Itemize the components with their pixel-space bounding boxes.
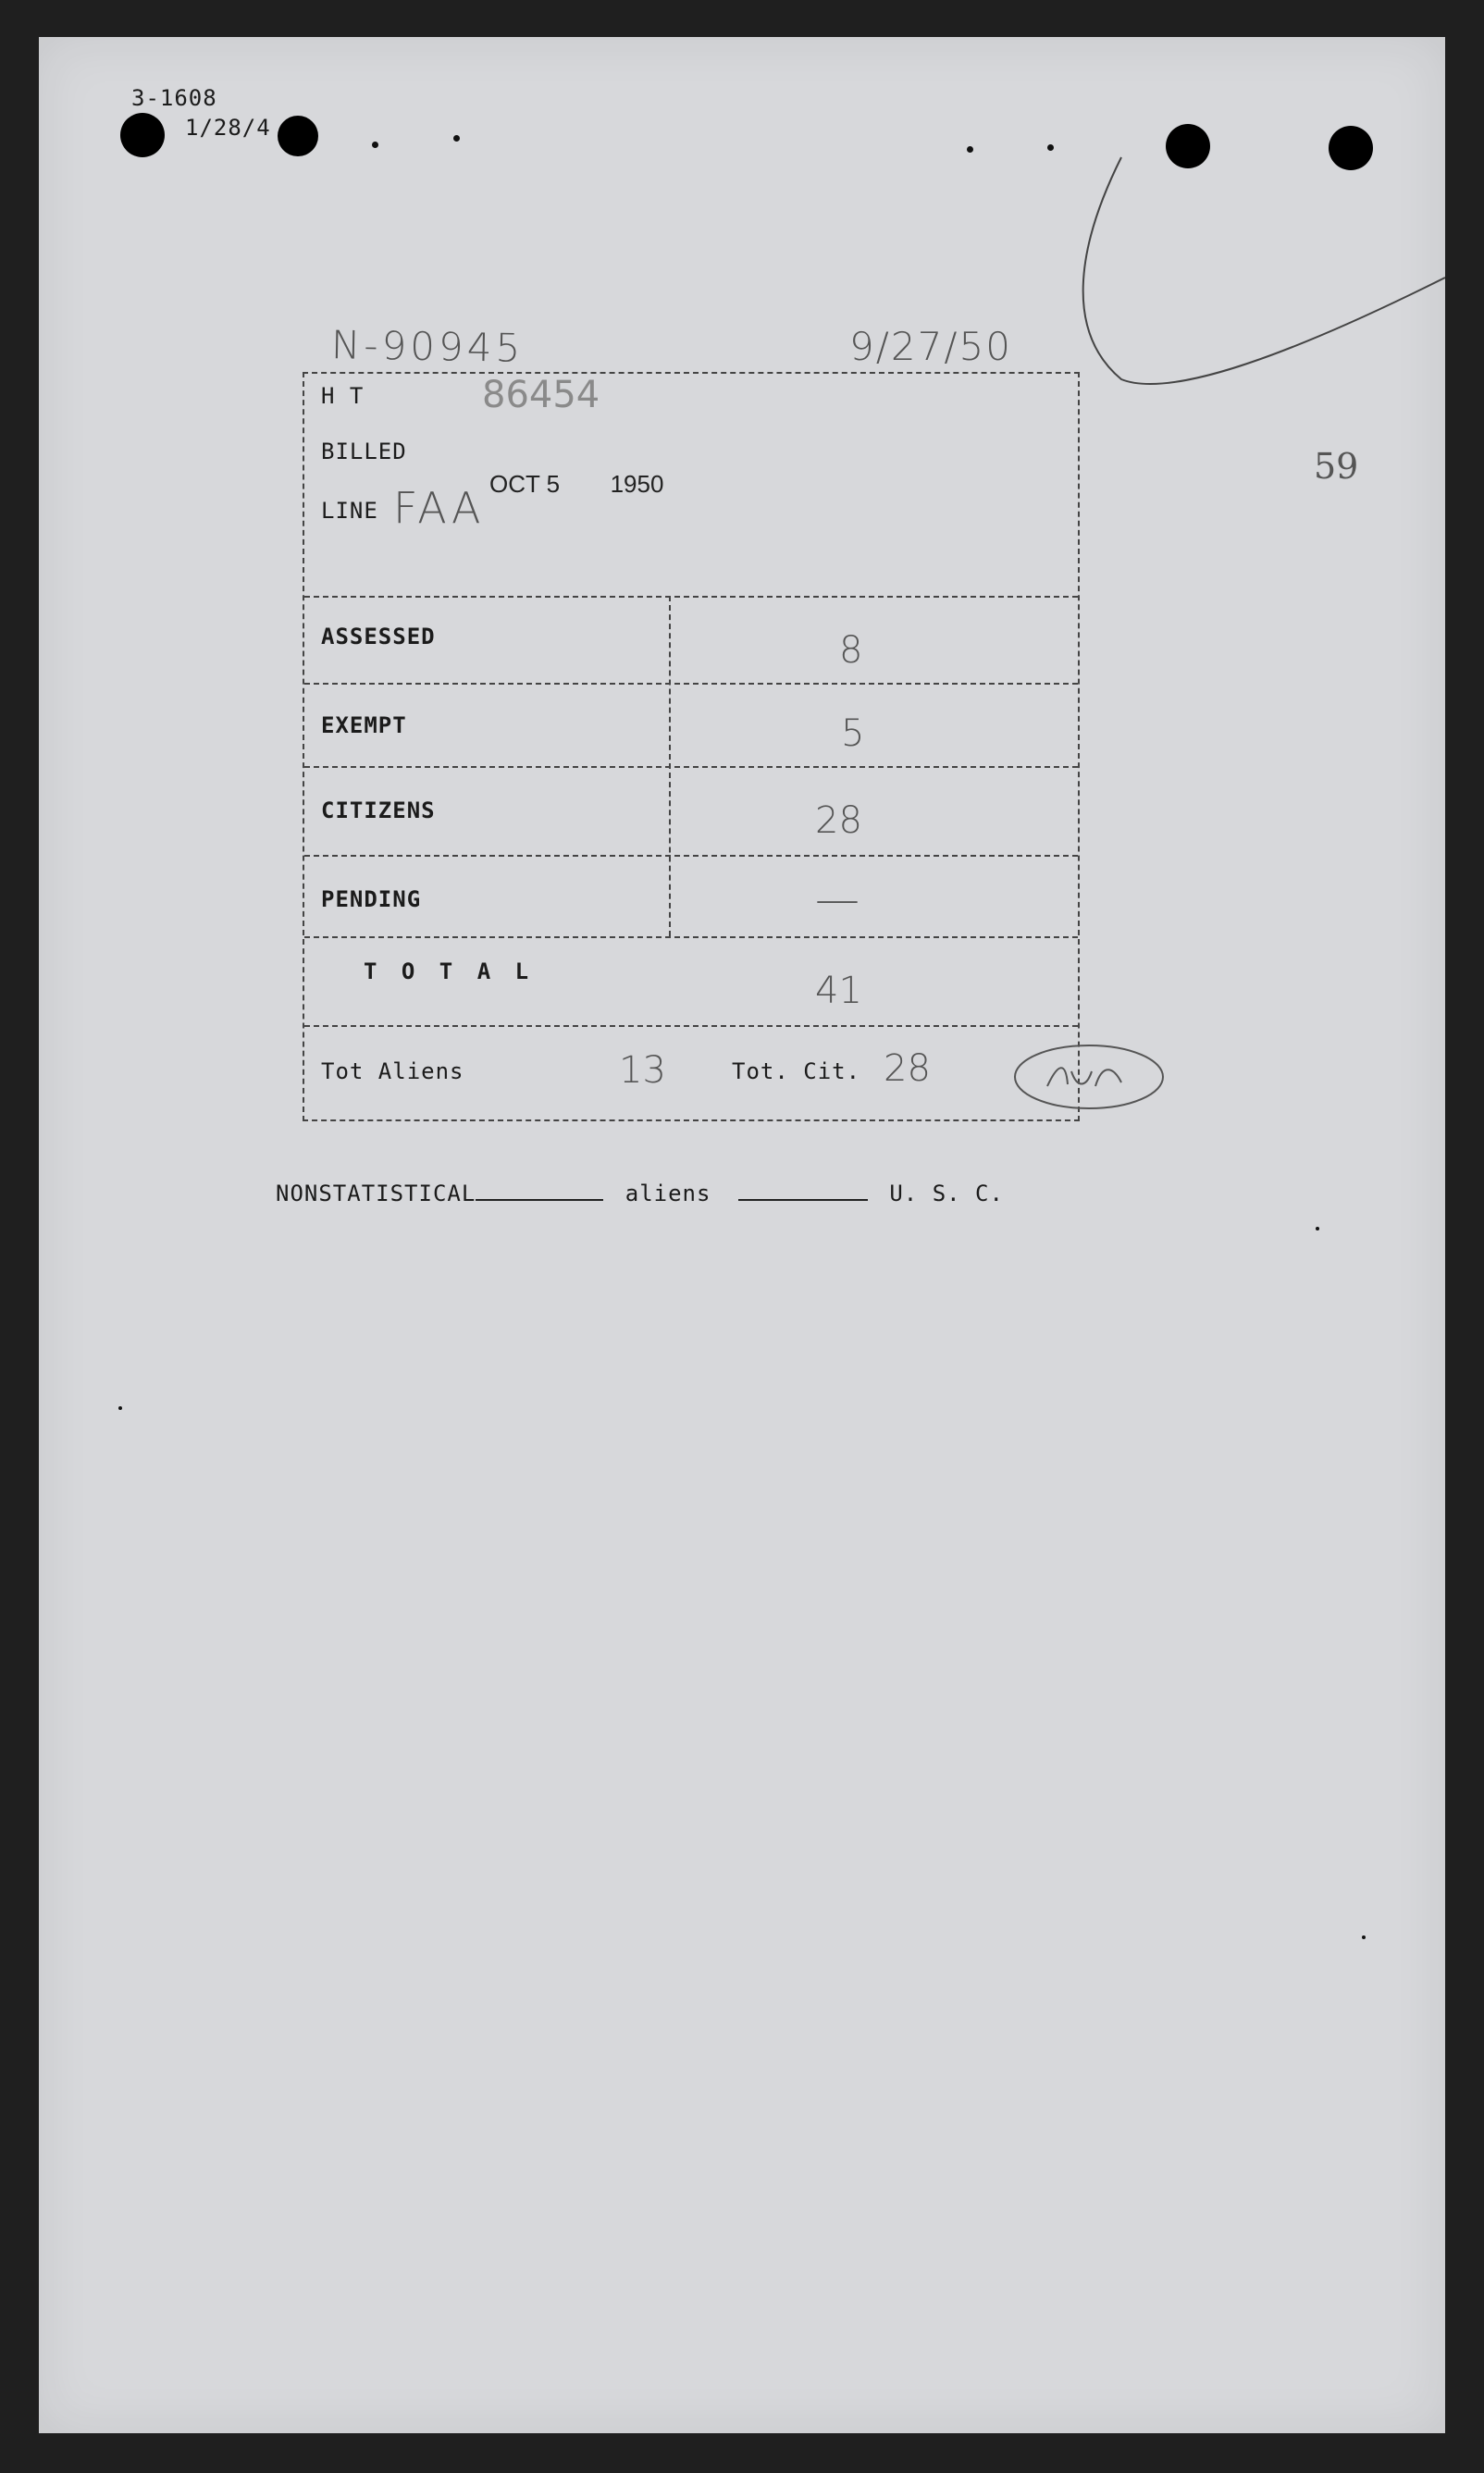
divider: [304, 855, 1078, 857]
ht-label: H T: [321, 383, 365, 409]
form-revision-date: 1/28/4: [185, 115, 271, 141]
tot-aliens-value: 13: [619, 1049, 666, 1092]
aliens-blank: [738, 1199, 868, 1201]
tally-form: [303, 372, 1080, 1121]
line-label: LINE: [321, 498, 378, 524]
billed-stamp-month-day: OCT 5: [489, 470, 561, 498]
citizens-label: CITIZENS: [321, 798, 436, 823]
speck: [372, 142, 378, 148]
page-number: 59: [1314, 446, 1359, 487]
document-page: [39, 37, 1445, 2433]
nonstatistical-blank: [476, 1199, 603, 1201]
punch-hole-left-2: [278, 116, 318, 156]
assessed-label: ASSESSED: [321, 624, 436, 649]
exempt-label: EXEMPT: [321, 712, 407, 738]
speck: [118, 1406, 122, 1410]
line-value: FAA: [393, 483, 485, 533]
citizens-value: 28: [815, 799, 862, 842]
divider: [304, 936, 1078, 938]
divider: [304, 683, 1078, 685]
total-value: 41: [815, 970, 862, 1012]
divider: [304, 596, 1078, 598]
tot-cit-label: Tot. Cit.: [732, 1058, 861, 1084]
manifest-date: 9/27/50: [849, 324, 1012, 369]
initials-mark: [1010, 1034, 1168, 1118]
form-number: 3-1608: [131, 85, 217, 111]
aliens-label: aliens: [625, 1181, 711, 1206]
pending-label: PENDING: [321, 886, 422, 912]
divider: [304, 1025, 1078, 1027]
billed-stamp-year: 1950: [610, 470, 664, 498]
tot-aliens-label: Tot Aliens: [321, 1058, 464, 1084]
divider: [304, 766, 1078, 768]
pencil-mark: [1038, 120, 1445, 453]
ht-value: 86454: [482, 374, 600, 416]
exempt-value: 5: [841, 712, 865, 755]
punch-hole-left-1: [120, 113, 165, 157]
speck: [1316, 1227, 1319, 1230]
nonstatistical-label: NONSTATISTICAL: [276, 1181, 476, 1206]
column-divider: [669, 596, 671, 936]
billed-stamp-date: [489, 470, 663, 499]
pending-value: —: [815, 873, 859, 925]
speck: [967, 146, 973, 153]
usc-label: U. S. C.: [889, 1181, 1004, 1206]
file-number: N-90945: [330, 322, 525, 371]
speck: [1362, 1935, 1366, 1939]
total-label: T O T A L: [364, 958, 535, 984]
assessed-value: 8: [839, 629, 863, 672]
tot-cit-value: 28: [884, 1047, 931, 1090]
speck: [453, 135, 460, 142]
nonstatistical-line: [276, 1181, 1004, 1206]
billed-label: BILLED: [321, 439, 407, 464]
